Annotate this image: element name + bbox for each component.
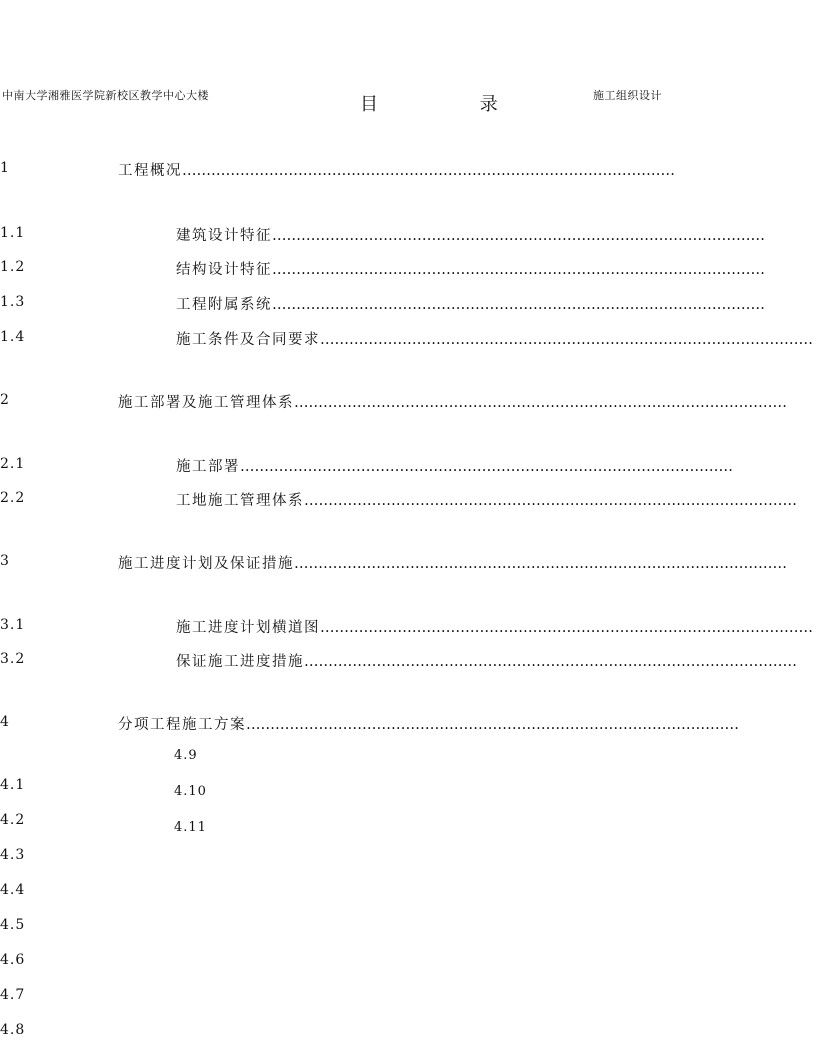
toc-leader: ………………………………………………………………………………………… <box>246 717 739 733</box>
toc-leader: ………………………………………………………………………………………… <box>272 228 765 244</box>
toc-leader: ………………………………………………………………………………………… <box>272 262 765 278</box>
toc-leader: ………………………………………………………………………………………… <box>320 620 813 636</box>
toc-number: 1.2 <box>0 259 26 275</box>
toc-entry[interactable] <box>176 293 765 314</box>
toc-entry-title: 建筑设计特征 <box>176 228 272 244</box>
toc-entry[interactable] <box>176 616 813 637</box>
toc-leader: ………………………………………………………………………………………… <box>182 163 675 179</box>
header-project-name: 中南大学湘雅医学院新校区教学中心大楼 <box>2 89 209 102</box>
toc-entry[interactable] <box>118 391 787 412</box>
toc-entry[interactable] <box>118 159 675 180</box>
toc-number: 3.2 <box>0 651 26 667</box>
toc-leader: ………………………………………………………………………………………… <box>272 297 765 313</box>
page-title: 目 录 <box>360 94 546 115</box>
toc-entry-title: 结构设计特征 <box>176 262 272 278</box>
toc-leader: ………………………………………………………………………………………… <box>294 556 787 572</box>
toc-entry[interactable] <box>118 552 787 573</box>
toc-number: 2 <box>0 392 10 408</box>
toc-number: 1.1 <box>0 225 26 241</box>
toc-number: 4 <box>0 714 10 730</box>
toc-entry-title: 工地施工管理体系 <box>176 493 304 509</box>
toc-leader: ………………………………………………………………………………………… <box>240 459 733 475</box>
toc-sub-number: 4.9 <box>174 748 198 763</box>
toc-number: 4.1 <box>0 777 26 793</box>
toc-number: 4.8 <box>0 1022 26 1038</box>
toc-entry[interactable] <box>176 650 797 671</box>
toc-entry-title: 施工进度计划及保证措施 <box>118 556 294 572</box>
toc-leader: ………………………………………………………………………………………… <box>294 395 787 411</box>
toc-sub-number: 4.10 <box>174 784 207 799</box>
toc-leader: ………………………………………………………………………………………… <box>304 493 797 509</box>
toc-entry[interactable] <box>176 258 765 279</box>
toc-number: 3 <box>0 553 10 569</box>
toc-number: 2.2 <box>0 490 26 506</box>
toc-number: 1 <box>0 160 10 176</box>
toc-number: 4.2 <box>0 812 26 828</box>
toc-entry[interactable] <box>176 455 733 476</box>
toc-entry-title: 施工部署 <box>176 459 240 475</box>
toc-number: 4.7 <box>0 987 26 1003</box>
toc-sub-number: 4.11 <box>174 820 207 835</box>
toc-entry[interactable] <box>176 489 797 510</box>
toc-number: 4.6 <box>0 952 26 968</box>
toc-entry-title: 工程附属系统 <box>176 297 272 313</box>
toc-leader: ………………………………………………………………………………………… <box>320 332 813 348</box>
toc-number: 4.3 <box>0 847 26 863</box>
toc-entry-title: 保证施工进度措施 <box>176 654 304 670</box>
toc-number: 1.3 <box>0 294 26 310</box>
toc-entry-title: 施工进度计划横道图 <box>176 620 320 636</box>
toc-number: 4.4 <box>0 882 26 898</box>
toc-entry-title: 施工部署及施工管理体系 <box>118 395 294 411</box>
toc-entry-title: 分项工程施工方案 <box>118 717 246 733</box>
toc-number: 1.4 <box>0 329 26 345</box>
toc-entry[interactable] <box>118 713 739 734</box>
toc-entry-title: 工程概况 <box>118 163 182 179</box>
toc-number: 2.1 <box>0 456 26 472</box>
toc-entry[interactable] <box>176 328 813 349</box>
toc-number: 3.1 <box>0 617 26 633</box>
toc-entry[interactable] <box>176 224 765 245</box>
toc-entry-title: 施工条件及合同要求 <box>176 332 320 348</box>
header-doc-type: 施工组织设计 <box>593 89 662 102</box>
toc-number: 4.5 <box>0 917 26 933</box>
toc-leader: ………………………………………………………………………………………… <box>304 654 797 670</box>
